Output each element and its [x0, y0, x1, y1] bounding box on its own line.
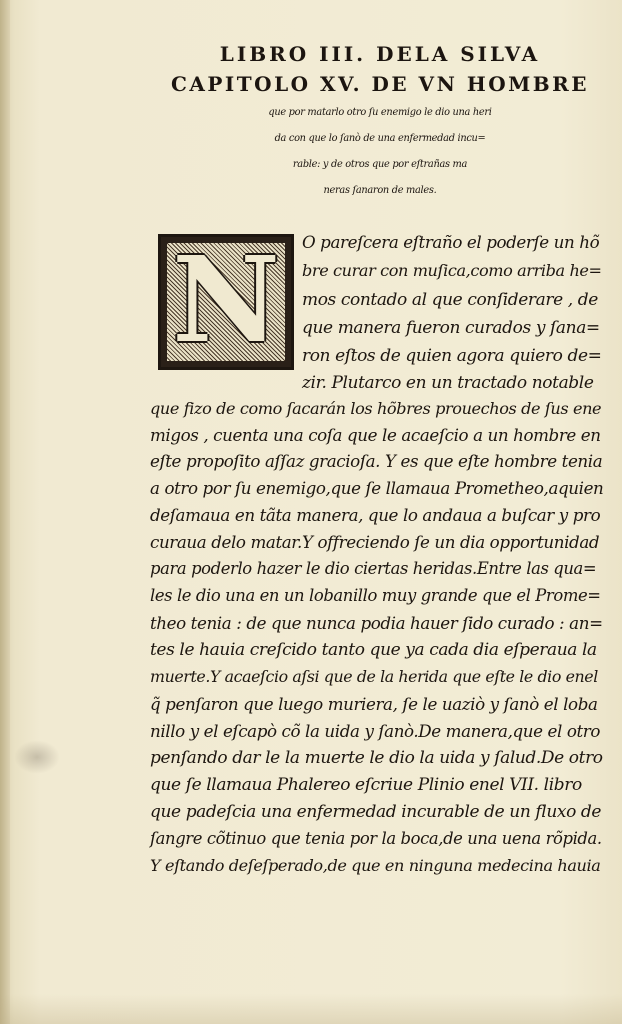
- text-line: que fizo de como ſacarán los hõbres prouechos de ſus ene: [150, 399, 602, 418]
- page-gutter: [0, 0, 10, 1024]
- text-line: para poderlo hazer le dio ciertas heridas.Entre las qua=: [150, 559, 597, 578]
- text-line: ſangre cõtinuo que tenia por la boca,de una uena rõpida.: [150, 829, 602, 848]
- text-line: zir. Plutarco en un tractado notable: [302, 373, 594, 393]
- text-line: migos , cuenta una coſa que le acaeſcio a un hombre en: [150, 425, 601, 445]
- initial-letter: N: [172, 230, 280, 369]
- text-line: bre curar con muſica,como arriba he=: [302, 261, 602, 280]
- chapter-title: CAPITOLO XV. DE VN HOMBRE: [170, 72, 590, 96]
- text-line: penſando dar le la muerte le dio la uida y ſalud.De otro: [150, 748, 603, 768]
- paper-stain: [14, 740, 60, 774]
- chapter-subtitle-line: da con que lo ſanò de una enfermedad incu=: [274, 133, 486, 144]
- text-line: que padeſcia una enfermedad incurable de un fluxo de: [150, 802, 602, 822]
- text-line: deſamaua en tãta manera, que lo andaua a buſcar y pro: [150, 505, 601, 525]
- text-line: a otro por ſu enemigo,que ſe llamaua Prometheo,aquien: [150, 478, 604, 498]
- page-bottom-shade: [0, 994, 622, 1024]
- text-line: ron eſtos de quien agora quiero de=: [302, 346, 602, 366]
- chapter-subtitle-line: rable: y de otros que por eſtrañas ma: [292, 159, 468, 170]
- running-header: LIBRO III. DELA SILVA: [219, 42, 541, 66]
- text-line: muerte.Y acaeſcio aſsi que de la herida que eſte le dio enel: [150, 667, 598, 686]
- text-line: tes le hauia creſcido tanto que ya cada dia eſperaua la: [150, 640, 597, 660]
- text-line: les le dio una en un lobanillo muy grande que el Prome=: [150, 586, 601, 605]
- text-line: mos contado al que conſiderare , de: [302, 290, 598, 310]
- text-line: eſte propoſito aſſaz gracioſa. Y es que eſte hombre tenia: [150, 451, 603, 471]
- text-line: nillo y el eſcapò cõ la uida y ſanò.De manera,que el otro: [150, 721, 600, 741]
- decorated-initial: [158, 230, 294, 370]
- chapter-subtitle-line: neras ſanaron de males.: [323, 185, 437, 196]
- text-line: Y eſtando deſeſperado,de que en ninguna medecina hauia: [150, 856, 601, 875]
- text-line: theo tenia : de que nunca podia hauer ſido curado : an=: [150, 613, 603, 633]
- chapter-subtitle-line: que por matarlo otro ſu enemigo le dio una heri: [268, 107, 492, 118]
- text-line: que manera fueron curados y ſana=: [302, 318, 600, 338]
- text-line: que ſe llamaua Phalereo eſcriue Plinio enel VII. libro: [150, 775, 582, 795]
- text-line: O pareſcera eſtraño el poderſe un hõ: [302, 232, 600, 252]
- text-line: curaua delo matar.Y offreciendo ſe un dia opportunidad: [150, 532, 600, 552]
- text-line: q̃ penſaron que luego muriera, ſe le uaziò y ſanò el loba: [150, 694, 598, 714]
